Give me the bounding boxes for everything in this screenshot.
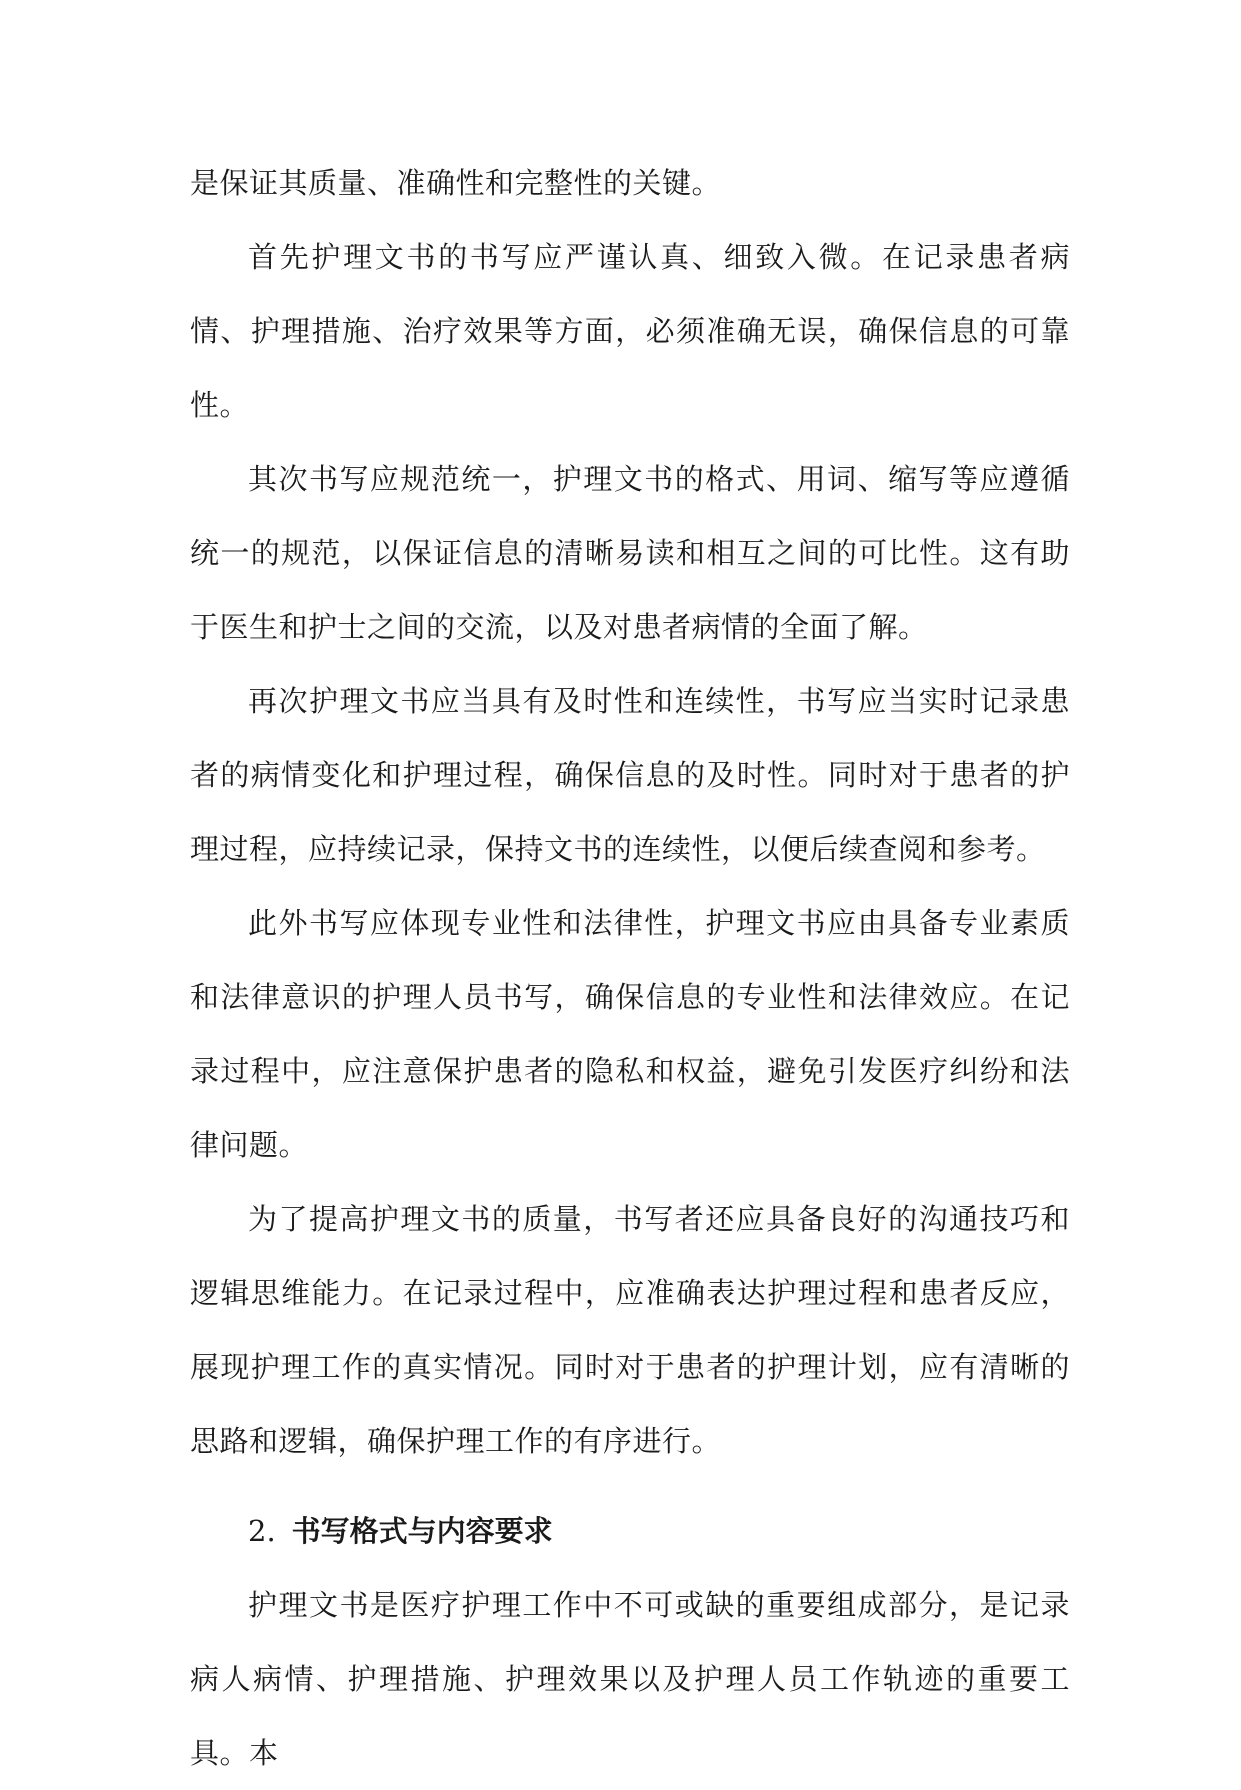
paragraph-intro-section-2: 护理文书是医疗护理工作中不可或缺的重要组成部分，是记录病人病情、护理措施、护理效果以及护理人员工作轨迹的重要工具。本 xyxy=(190,1588,1070,1770)
section-title: 书写格式与内容要求 xyxy=(291,1514,553,1548)
paragraph-continuation: 是保证其质量、准确性和完整性的关键。 xyxy=(190,166,722,200)
document-body xyxy=(190,146,1070,1790)
section-number: 2. xyxy=(248,1514,276,1548)
paragraph-rigor: 首先护理文书的书写应严谨认真、细致入微。在记录患者病情、护理措施、治疗效果等方面，必须准确无误，确保信息的可靠性。 xyxy=(190,240,1070,422)
paragraph-quality: 为了提高护理文书的质量，书写者还应具备良好的沟通技巧和逻辑思维能力。在记录过程中，应准确表达护理过程和患者反应，展现护理工作的真实情况。同时对于患者的护理计划，应有清晰的思路和逻辑，确保护理工作的有序进行。 xyxy=(190,1202,1070,1458)
paragraph-timeliness: 再次护理文书应当具有及时性和连续性，书写应当实时记录患者的病情变化和护理过程，确保信息的及时性。同时对于患者的护理过程，应持续记录，保持文书的连续性，以便后续查阅和参考。 xyxy=(190,684,1070,866)
paragraph-professionalism: 此外书写应体现专业性和法律性，护理文书应由具备专业素质和法律意识的护理人员书写，确保信息的专业性和法律效应。在记录过程中，应注意保护患者的隐私和权益，避免引发医疗纠纷和法律问题。 xyxy=(190,906,1070,1162)
paragraph-standardization: 其次书写应规范统一，护理文书的格式、用词、缩写等应遵循统一的规范，以保证信息的清晰易读和相互之间的可比性。这有助于医生和护士之间的交流，以及对患者病情的全面了解。 xyxy=(190,462,1070,644)
section-heading xyxy=(190,1494,1070,1568)
